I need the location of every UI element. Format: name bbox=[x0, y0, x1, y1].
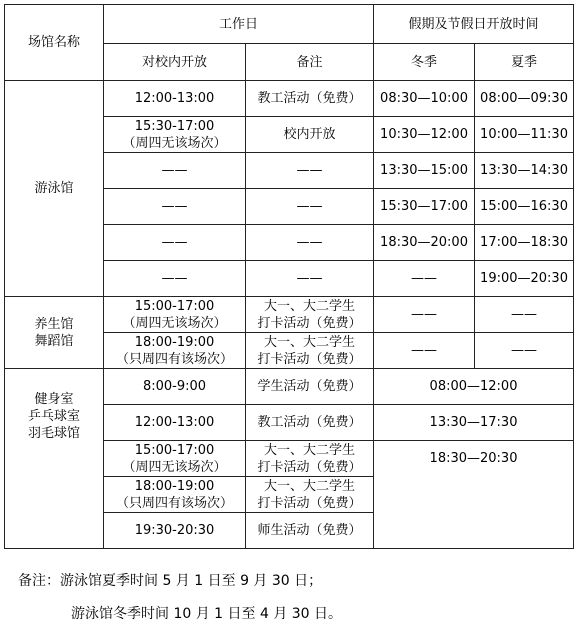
summer-time-cell: —— bbox=[475, 297, 574, 333]
venue-gym: 健身室 乒乓球室 羽毛球馆 bbox=[5, 369, 104, 549]
open-time-cell: 12:00-13:00 bbox=[104, 405, 246, 441]
footnote-line-2: 游泳馆冬季时间 10 月 1 日至 4 月 30 日。 bbox=[71, 606, 343, 622]
open-time-cell: —— bbox=[104, 225, 246, 261]
venue-name: 游泳馆 bbox=[34, 181, 74, 196]
open-time-cell: 12:00-13:00 bbox=[104, 81, 246, 117]
open-time-cell: —— bbox=[104, 261, 246, 297]
open-time-cell: 19:30-20:30 bbox=[104, 513, 246, 549]
note-cell: —— bbox=[246, 189, 374, 225]
venue-swimming bbox=[5, 81, 104, 297]
note-cell: 校内开放 bbox=[246, 117, 374, 153]
summer-time-cell: 13:30—14:30 bbox=[475, 153, 574, 189]
open-time-cell: —— bbox=[104, 153, 246, 189]
table-row bbox=[5, 81, 574, 117]
venue-health-dance: 养生馆 舞蹈馆 bbox=[5, 297, 104, 369]
note-cell: —— bbox=[246, 153, 374, 189]
holiday-time-cell: 18:30—20:30 bbox=[374, 441, 574, 477]
header-row-1 bbox=[5, 5, 574, 44]
open-time-cell: 8:00-9:00 bbox=[104, 369, 246, 405]
winter-time-cell: 15:30—17:00 bbox=[374, 189, 475, 225]
weekday-note-header: 备注 bbox=[246, 44, 374, 81]
open-time-cell: 18:00-19:00 （只周四有该场次） bbox=[104, 477, 246, 513]
winter-time-cell: 10:30—12:00 bbox=[374, 117, 475, 153]
note-cell: 教工活动（免费） bbox=[246, 405, 374, 441]
note-cell: 大一、大二学生 打卡活动（免费） bbox=[246, 333, 374, 369]
open-time-cell: —— bbox=[104, 189, 246, 225]
holiday-time-cell: 08:00—12:00 bbox=[374, 369, 574, 405]
note-cell: —— bbox=[246, 261, 374, 297]
winter-time-cell: —— bbox=[374, 333, 475, 369]
open-time-cell: 15:00-17:00 （周四无该场次） bbox=[104, 441, 246, 477]
note-cell: 大一、大二学生 打卡活动（免费） bbox=[246, 441, 374, 477]
note-cell: 师生活动（免费） bbox=[246, 513, 374, 549]
summer-time-cell: —— bbox=[475, 333, 574, 369]
open-time-cell: 15:00-17:00 （周四无该场次） bbox=[104, 297, 246, 333]
summer-time-cell: 08:00—09:30 bbox=[475, 81, 574, 117]
holiday-empty-cell bbox=[374, 477, 574, 549]
weekday-group-header: 工作日 bbox=[104, 5, 374, 44]
schedule-table bbox=[4, 4, 574, 549]
summer-header: 夏季 bbox=[475, 44, 574, 81]
venue-column-header: 场馆名称 bbox=[5, 5, 104, 81]
note-cell: 大一、大二学生 打卡活动（免费） bbox=[246, 477, 374, 513]
holiday-time-cell: 13:30—17:30 bbox=[374, 405, 574, 441]
winter-time-cell: —— bbox=[374, 261, 475, 297]
summer-time-cell: 10:00—11:30 bbox=[475, 117, 574, 153]
summer-time-cell: 17:00—18:30 bbox=[475, 225, 574, 261]
summer-time-cell: 19:00—20:30 bbox=[475, 261, 574, 297]
holiday-group-header: 假期及节假日开放时间 bbox=[374, 5, 574, 44]
winter-time-cell: 13:30—15:00 bbox=[374, 153, 475, 189]
open-time-cell: 18:00-19:00 （只周四有该场次） bbox=[104, 333, 246, 369]
winter-time-cell: 08:30—10:00 bbox=[374, 81, 475, 117]
note-cell: 教工活动（免费） bbox=[246, 81, 374, 117]
note-cell: 大一、大二学生 打卡活动（免费） bbox=[246, 297, 374, 333]
note-cell: 学生活动（免费） bbox=[246, 369, 374, 405]
open-time-cell: 15:30-17:00 （周四无该场次） bbox=[104, 117, 246, 153]
table-row bbox=[5, 297, 574, 333]
weekday-open-header: 对校内开放 bbox=[104, 44, 246, 81]
winter-time-cell: —— bbox=[374, 297, 475, 333]
summer-time-cell: 15:00—16:30 bbox=[475, 189, 574, 225]
footnote-line-1: 备注：游泳馆夏季时间 5 月 1 日至 9 月 30 日； bbox=[18, 573, 323, 589]
note-cell: —— bbox=[246, 225, 374, 261]
winter-header: 冬季 bbox=[374, 44, 475, 81]
winter-time-cell: 18:30—20:00 bbox=[374, 225, 475, 261]
table-row bbox=[5, 369, 574, 405]
